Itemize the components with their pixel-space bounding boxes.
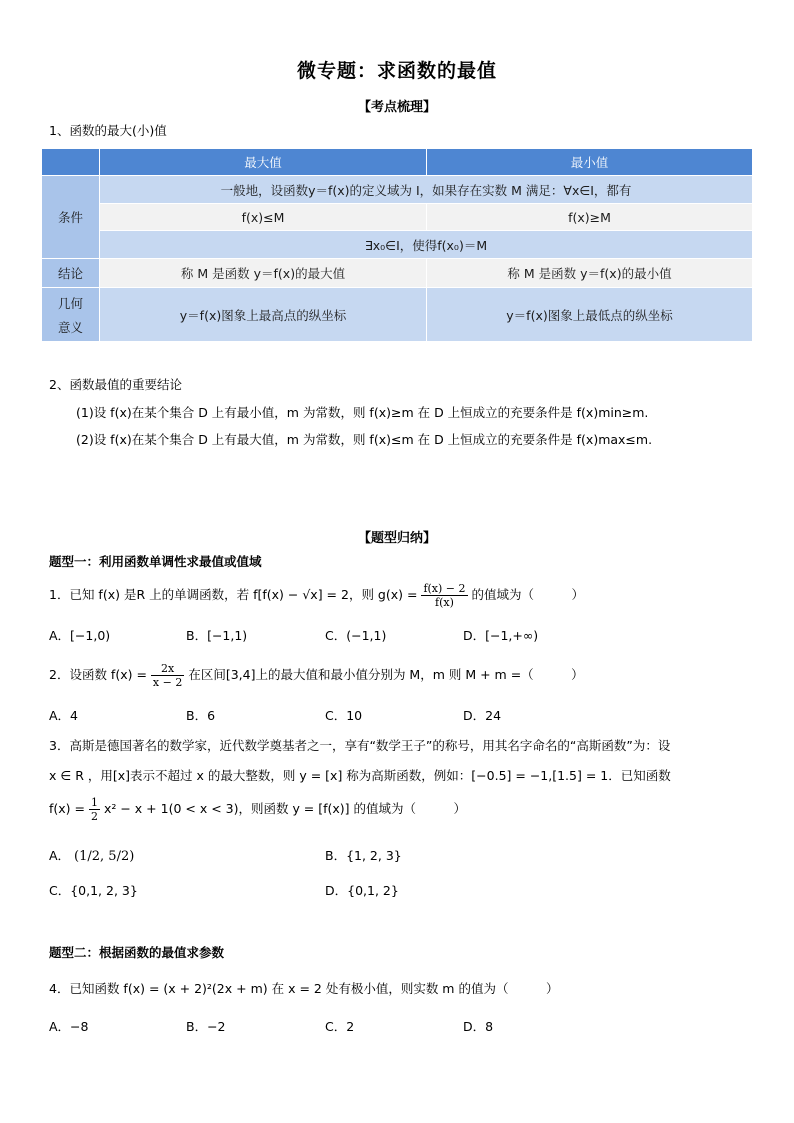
max-min-table — [41, 148, 753, 342]
q1-option-c[interactable]: C．(−1,1) — [325, 628, 387, 643]
q2-option-b[interactable]: B．6 — [186, 708, 216, 723]
q3-option-c[interactable]: C．{0,1, 2, 3} — [49, 883, 138, 898]
q3-frac-num: 1 — [90, 796, 98, 809]
type2-heading: 题型二：根据函数的最值求参数 — [49, 945, 225, 960]
q2-stem — [49, 660, 584, 690]
condition-common: 一般地，设函数y＝f(x)的定义域为 I，如果存在实数 M 满足：∀x∈I，都有 — [100, 176, 753, 204]
q3-frac-den: 2 — [90, 810, 98, 823]
table-header-blank — [42, 149, 100, 176]
q3-option-a-label: A． — [49, 848, 71, 863]
q1-option-b[interactable]: B．[−1,1) — [186, 628, 248, 643]
row-label-geometry — [42, 288, 100, 342]
tixing-heading: 【题型归纳】 — [357, 531, 436, 546]
q4-stem: 4．已知函数 f(x) = (x + 2)²(2x + m) 在 x = 2 处有极小值，则实数 m 的值为（ ） — [49, 981, 559, 996]
table-header-min: 最小值 — [427, 149, 753, 176]
conclusion-max: 称 M 是函数 y＝f(x)的最大值 — [100, 259, 427, 288]
condition-exists: ∃x₀∈I，使得f(x₀)＝M — [100, 231, 753, 259]
q2-option-d[interactable]: D．24 — [463, 708, 502, 723]
row-label-geometry-2: 意义 — [57, 319, 83, 335]
q3-line2: x ∈ R ，用[x]表示不超过 x 的最大整数，则 y = [x] 称为高斯函数，例如：[−0.5] = −1,[1.5] = 1．已知函数 — [49, 768, 671, 783]
row-label-geometry-1: 几何 — [57, 295, 83, 311]
important-conclusion-1: (1)设 f(x)在某个集合 D 上有最小值，m 为常数，则 f(x)≥m 在 D 上恒成立的充要条件是 f(x)min≥m. — [76, 405, 649, 420]
q2-frac-den: x − 2 — [152, 676, 183, 689]
row-label-conclusion: 结论 — [42, 259, 100, 288]
q3-option-d[interactable]: D．{0,1, 2} — [325, 883, 399, 898]
page-title: 微专题：求函数的最值 — [296, 60, 497, 82]
q3-line3 — [49, 794, 466, 824]
type1-heading: 题型一：利用函数单调性求最值或值域 — [49, 554, 262, 569]
q3-option-a[interactable] — [49, 846, 134, 864]
q4-option-d[interactable]: D．8 — [463, 1019, 494, 1034]
kaodian-heading: 【考点梳理】 — [357, 100, 436, 115]
q2-stem-a: 2．设函数 f(x) = — [49, 667, 147, 682]
row-label-condition: 条件 — [42, 176, 100, 259]
q3-fraction — [89, 796, 100, 823]
geometry-min: y＝f(x)图象上最低点的纵坐标 — [427, 288, 753, 342]
q2-option-a[interactable]: A．4 — [49, 708, 79, 723]
q4-option-b[interactable]: B．−2 — [186, 1019, 226, 1034]
q4-option-c[interactable]: C．2 — [325, 1019, 355, 1034]
q3-option-a-value: (1/2, 5/2) — [74, 849, 135, 864]
q2-fraction — [151, 662, 184, 689]
section1-heading: 1、函数的最大(小)值 — [49, 123, 167, 138]
q1-frac-den: f(x) — [435, 596, 454, 609]
condition-min: f(x)≥M — [427, 204, 753, 231]
q1-stem — [49, 580, 584, 610]
q3-line3-a: f(x) = — [49, 801, 85, 816]
q1-option-a[interactable]: A．[−1,0) — [49, 628, 111, 643]
q4-option-a[interactable]: A．−8 — [49, 1019, 89, 1034]
geometry-max: y＝f(x)图象上最高点的纵坐标 — [100, 288, 427, 342]
condition-max: f(x)≤M — [100, 204, 427, 231]
q3-option-b[interactable]: B．{1, 2, 3} — [325, 848, 402, 863]
important-conclusion-2: (2)设 f(x)在某个集合 D 上有最大值，m 为常数，则 f(x)≤m 在 D 上恒成立的充要条件是 f(x)max≤m. — [76, 432, 653, 447]
q2-option-c[interactable]: C．10 — [325, 708, 363, 723]
q3-line3-b: x² − x + 1(0 < x < 3)，则函数 y = [f(x)] 的值域为（ ） — [103, 801, 467, 816]
table-header-max: 最大值 — [100, 149, 427, 176]
q2-stem-b: 在区间[3,4]上的最大值和最小值分别为 M，m 则 M + m =（ ） — [188, 667, 584, 682]
q1-stem-b: 的值域为（ ） — [471, 587, 585, 602]
q1-frac-num: f(x) − 2 — [423, 582, 466, 595]
q3-line1: 3．高斯是德国著名的数学家，近代数学奠基者之一，享有“数学王子”的称号，用其名字命名的“高斯函数”为：设 — [49, 738, 671, 753]
q1-fraction — [421, 582, 467, 609]
conclusion-min: 称 M 是函数 y＝f(x)的最小值 — [427, 259, 753, 288]
section2-heading: 2、函数最值的重要结论 — [49, 377, 182, 392]
q1-stem-a: 1．已知 f(x) 是R 上的单调函数，若 f[f(x) − √x] = 2，则 g(x) = — [49, 587, 418, 602]
q1-option-d[interactable]: D．[−1,+∞) — [463, 628, 539, 643]
q2-frac-num: 2x — [151, 662, 184, 676]
